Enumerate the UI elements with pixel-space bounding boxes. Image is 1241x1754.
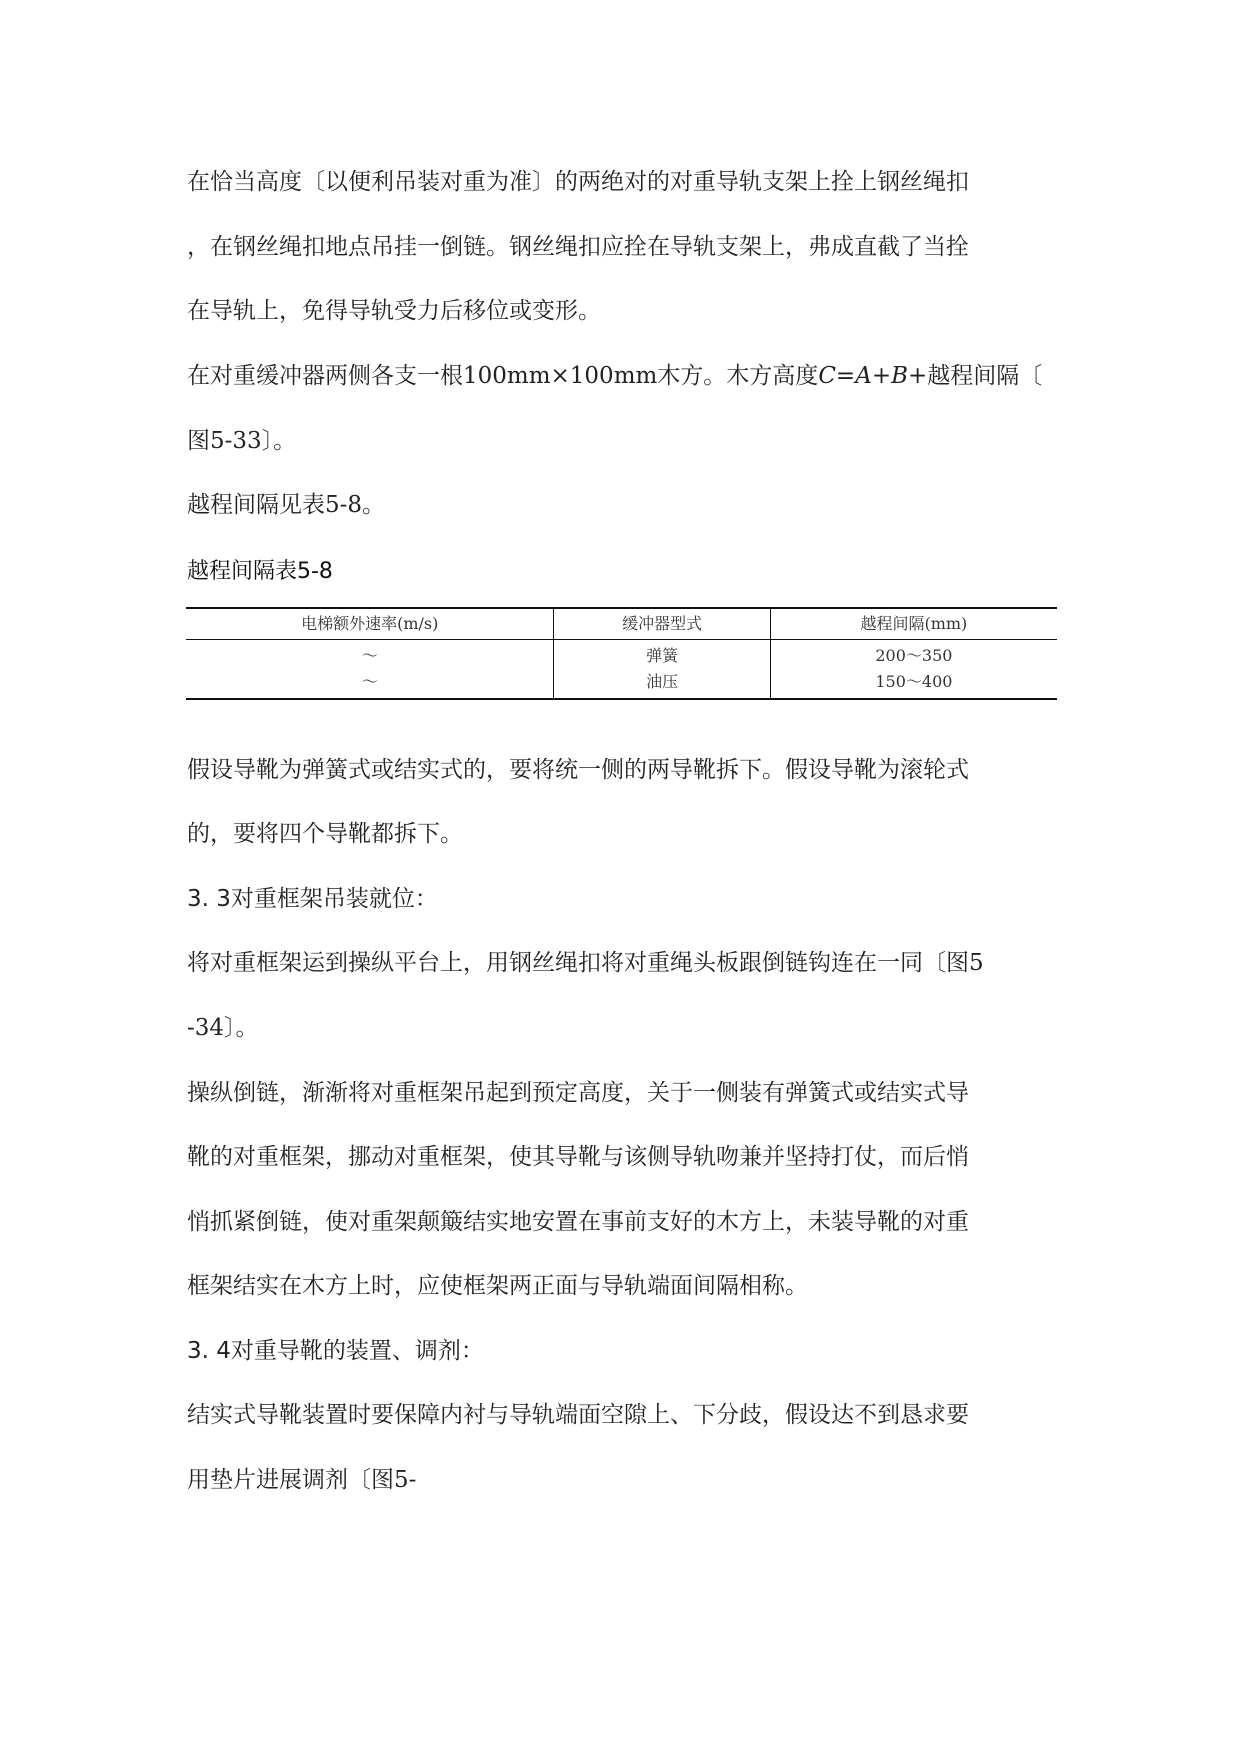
formula-b: B [891, 363, 909, 389]
paragraph-line: 在恰当高度〔以便利吊装对重为准〕的两绝对的对重导轨支架上拴上钢丝绳扣 [187, 169, 969, 195]
section-title: 对重框架吊装就位： [230, 886, 438, 912]
section-title: 对重导靴的装置、调剂： [230, 1338, 484, 1364]
table-cell: 弹簧 [554, 640, 770, 670]
paragraph-line: 用垫片进展调剂〔图5- [187, 1467, 417, 1493]
paragraph-line: 靴的对重框架，挪动对重框架，使其导靴与该侧导轨吻兼并坚持打仗，而后悄 [187, 1144, 969, 1170]
table-header-row [186, 608, 1057, 640]
header-speed: 电梯额外速率(m/s) [301, 614, 439, 633]
paragraph-line: 在导轨上，免得导轨受力后移位或变形。 [187, 298, 601, 324]
text-run: 在对重缓冲器两侧各支一根100mm×100mm木方。木方高度 [187, 363, 819, 389]
section-number: 3. 3 [187, 886, 231, 912]
table-caption: 越程间隔表5-8 [187, 559, 333, 584]
paragraph-line: 将对重框架运到操纵平台上，用钢丝绳扣将对重绳头板跟倒链钩连在一同〔图5 [187, 950, 984, 976]
text-run: +越程间隔〔 [908, 363, 1043, 389]
paragraph-line: 操纵倒链，渐渐将对重框架吊起到预定高度，关于一侧装有弹簧式或结实式导 [187, 1080, 969, 1106]
section-heading [187, 884, 438, 914]
table-row [186, 640, 1057, 670]
paragraph-line: 假设导靴为弹簧式或结实式的，要将统一侧的两导靴拆下。假设导靴为滚轮式 [187, 757, 969, 783]
table-row [186, 669, 1057, 699]
table-cell: 油压 [554, 669, 770, 699]
paragraph-line [187, 361, 1042, 391]
formula-plus: + [871, 363, 892, 389]
section-number: 3. 4 [187, 1338, 231, 1364]
paragraph-line: 越程间隔见表5-8。 [187, 492, 386, 518]
paragraph-line: -34〕。 [187, 1015, 259, 1041]
paragraph-line: ，在钢丝绳扣地点吊挂一倒链。钢丝绳扣应拴在导轨支架上，弗成直截了当拴 [187, 234, 969, 260]
formula-a: A [855, 363, 872, 389]
table-cell: ～ [361, 672, 378, 691]
formula-c: C [818, 363, 836, 389]
table-cell: ～ [361, 646, 378, 665]
table-cell: 150～400 [770, 669, 1057, 699]
table-cell: 200～350 [770, 640, 1057, 670]
paragraph-line: 框架结实在木方上时，应使框架两正面与导轨端面间隔相称。 [187, 1273, 808, 1299]
section-heading [187, 1336, 484, 1366]
paragraph-line: 悄抓紧倒链，使对重架颠簸结实地安置在事前支好的木方上，未装导靴的对重 [187, 1209, 969, 1235]
header-overtravel: 越程间隔(mm) [770, 608, 1057, 640]
formula-equals: = [835, 363, 856, 389]
paragraph-line: 图5-33〕。 [187, 428, 297, 454]
overtravel-table [186, 607, 1057, 700]
header-buffer-type: 缓冲器型式 [554, 608, 770, 640]
paragraph-line: 结实式导靴装置时要保障内衬与导轨端面空隙上、下分歧，假设达不到恳求要 [187, 1402, 969, 1428]
paragraph-line: 的，要将四个导靴都拆下。 [187, 821, 463, 847]
